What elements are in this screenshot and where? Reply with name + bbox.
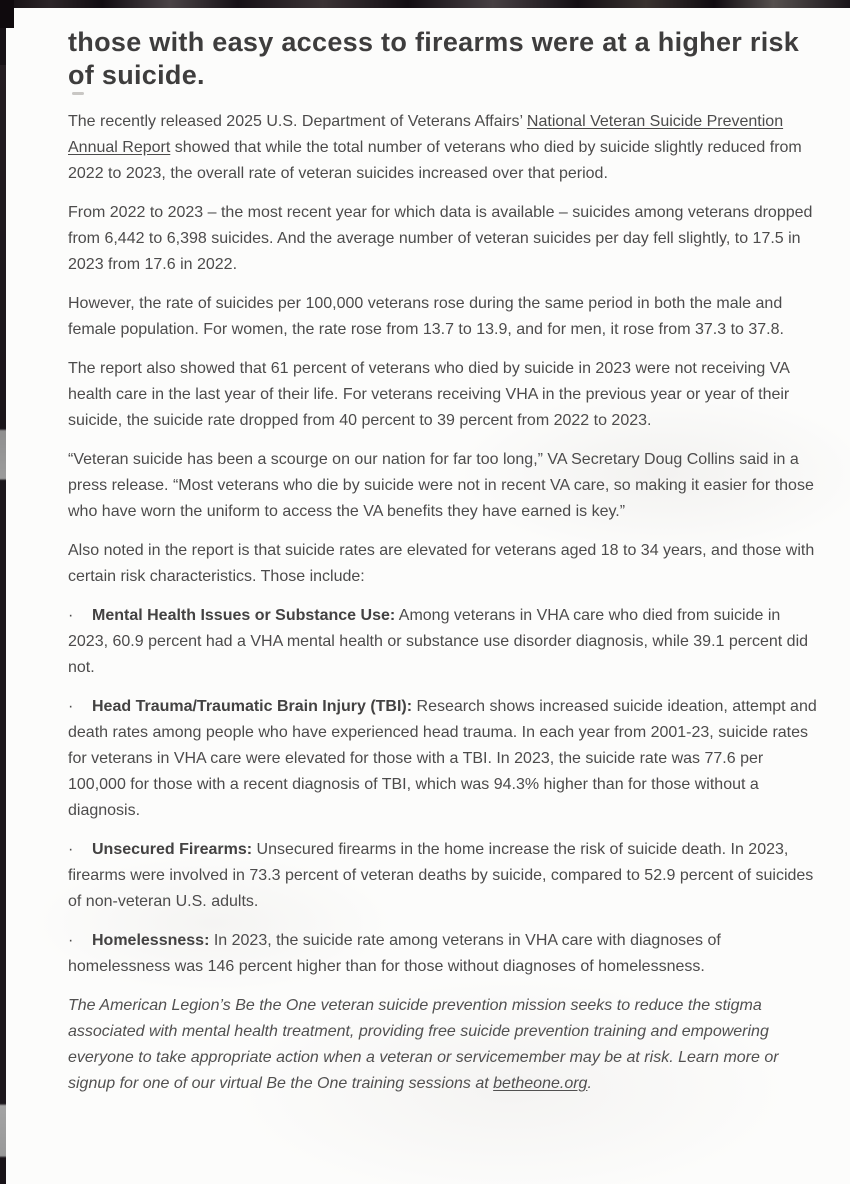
bullet-item <box>68 837 822 915</box>
text-run: “Veteran suicide has been a scourge on our nation for far too long,” VA Secretary Doug Collins said in a press release. “Most veterans who die by suicide were not in recent VA care, so making it easier for those who have worn the uniform to access the VA benefits they have earned is key.” <box>68 451 814 520</box>
bullet-label: Unsecured Firearms: <box>92 841 253 858</box>
text-run: Research shows increased suicide ideation, attempt and death rates among people who have experienced head trauma. In each year from 2001-23, suicide rates for veterans in VHA care were elevated for those with a TBI. In 2023, the suicide rate was 77.6 per 100,000 for those with a recent diagnosis of TBI, which was 94.3% higher than for those without a diagnosis. <box>68 698 817 819</box>
paragraph <box>68 109 822 187</box>
bullet-item <box>68 928 822 980</box>
paragraph <box>68 291 822 343</box>
text-run: The recently released 2025 U.S. Department of Veterans Affairs’ <box>68 113 527 130</box>
scan-corner-artifact <box>0 0 14 28</box>
paragraph <box>68 356 822 434</box>
text-run: The report also showed that 61 percent of veterans who died by suicide in 2023 were not receiving VA health care in the last year of their life. For veterans receiving VHA in the previous year or year of their suicide, the suicide rate dropped from 40 percent to 39 percent from 2022 to 2023. <box>68 360 790 429</box>
bullet-marker: · <box>68 698 74 715</box>
text-run: . <box>587 1075 592 1092</box>
bullet-marker: · <box>68 932 74 949</box>
text-link[interactable]: National Veteran Suicide Prevention Annual Report <box>68 113 784 156</box>
text-run: Unsecured firearms in the home increase the risk of suicide death. In 2023, firearms were involved in 73.3 percent of veteran deaths by suicide, compared to 52.9 percent of suicides of non-veteran U.S. adults. <box>68 841 814 910</box>
paragraph <box>68 538 822 590</box>
text-run: In 2023, the suicide rate among veterans in VHA care with diagnoses of homelessness was 146 percent higher than for those without diagnoses of homelessness. <box>68 932 721 975</box>
bullet-item <box>68 694 822 824</box>
scan-edge-left <box>0 0 6 1184</box>
paragraph <box>68 200 822 278</box>
scan-edge-top <box>0 0 850 8</box>
text-run: Among veterans in VHA care who died from suicide in 2023, 60.9 percent had a VHA mental health or substance use disorder diagnosis, while 39.1 percent did not. <box>68 607 809 676</box>
article <box>68 26 822 1110</box>
bullet-label: Mental Health Issues or Substance Use: <box>92 607 396 624</box>
paragraph <box>68 447 822 525</box>
closing-paragraph <box>68 993 822 1097</box>
bullet-label: Head Trauma/Traumatic Brain Injury (TBI): <box>92 698 413 715</box>
text-run: From 2022 to 2023 – the most recent year for which data is available – suicides among veterans dropped from 6,442 to 6,398 suicides. And the average number of veteran suicides per day fell slightly, to 17.5 in 2023 from 17.6 in 2022. <box>68 204 813 273</box>
bullet-label: Homelessness: <box>92 932 210 949</box>
text-run: Also noted in the report is that suicide rates are elevated for veterans aged 18 to 34 years, and those with certain risk characteristics. Those include: <box>68 542 815 585</box>
bullet-marker: · <box>68 841 74 858</box>
text-run: showed that while the total number of veterans who died by suicide slightly reduced from 2022 to 2023, the overall rate of veteran suicides increased over that period. <box>68 139 802 182</box>
bullet-item <box>68 603 822 681</box>
article-heading: those with easy access to firearms were at a higher risk of suicide. <box>68 27 800 90</box>
article-body <box>68 109 822 1097</box>
bullet-marker: · <box>68 607 74 624</box>
text-link[interactable]: betheone.org <box>493 1075 588 1092</box>
text-run: The American Legion’s Be the One veteran suicide prevention mission seeks to reduce the stigma associated with mental health treatment, providing free suicide prevention training and empowering everyone to take appropriate action when a veteran or servicemember may be at risk. Learn more or signup for one of our virtual Be the One training sessions at <box>68 997 779 1092</box>
text-run: However, the rate of suicides per 100,000 veterans rose during the same period in both the male and female population. For women, the rate rose from 13.7 to 13.9, and for men, it rose from 37.3 to 37.8. <box>68 295 784 338</box>
